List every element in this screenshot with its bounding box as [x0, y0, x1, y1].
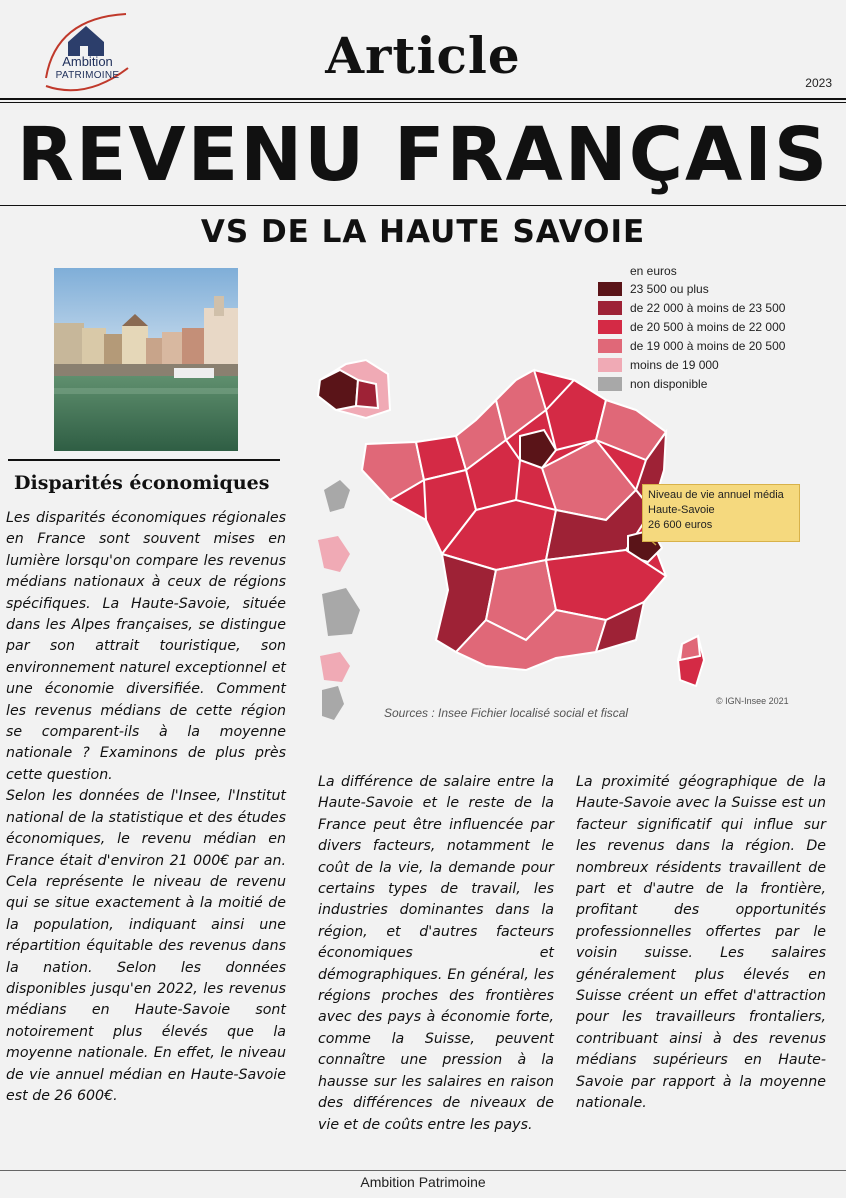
legend-label: de 19 000 à moins de 20 500: [630, 339, 786, 353]
callout-line-3: 26 600 euros: [648, 519, 713, 531]
legend-swatch: [598, 301, 622, 315]
callout-line-2: Haute-Savoie: [648, 504, 715, 516]
inset-mid: [356, 380, 378, 408]
article-column-2: La différence de salaire entre la Haute-Savoie et le reste de la France peut être influencée par divers facteurs, notamment le coût de la vie, la demande pour certains types de travail, les industries dominantes dans la région, et d'autres facteurs économiques et démographiques. En général, les régions proches des frontières avec des pays à économie forte, comme la Suisse, peuvent connaître une pression à la hausse sur les salaires en raison des différences de niveaux de vie et de coûts entre les pays.: [318, 774, 554, 1133]
overseas-reunion: [320, 652, 350, 682]
paragraph-2: Selon les données de l'Insee, l'Institut national de la statistique et des études économiques, le revenu médian en France était d'environ 21 000€ par an. Cela représente le niveau de revenu qui se situe exactement à la moitié de la population, indiquant ainsi une répartition équitable des revenus dans la nation. Selon les données disponibles jusqu'en 2022, les revenus médians en Haute-Savoie sont notoirement plus élevés que la moyenne nationale. En effet, le niveau de vie annuel médian en Haute-Savoie est de 26 600€.: [6, 788, 286, 1104]
overseas-martinique: [318, 536, 350, 572]
legend-label: moins de 19 000: [630, 358, 719, 372]
annecy-canal-photo: [54, 268, 238, 451]
headline-rule: [0, 205, 846, 206]
map-credit: © IGN-Insee 2021: [716, 696, 789, 706]
article-column-1: [6, 508, 286, 1107]
logo-text-patrimoine: PATRIMOINE: [55, 70, 120, 81]
map-sources: Sources : Insee Fichier localisé social et fiscal: [384, 706, 629, 720]
top-rule-thin: [0, 102, 846, 103]
legend-label: 23 500 ou plus: [630, 282, 709, 296]
masthead: Article: [325, 26, 521, 85]
haute-savoie-callout: [642, 484, 800, 542]
top-rule: [0, 98, 846, 100]
legend-label: non disponible: [630, 377, 708, 391]
section-title: Disparités économiques: [14, 472, 270, 494]
legend-item: [598, 300, 785, 316]
legend-item: [598, 319, 785, 335]
legend-item: [598, 281, 709, 297]
logo-text-ambition: Ambition: [62, 54, 113, 69]
overseas-guadeloupe: [324, 480, 350, 512]
footer: Ambition Patrimoine: [360, 1174, 486, 1190]
inset-dark: [318, 370, 358, 410]
overseas-mayotte: [322, 686, 344, 720]
legend-label: de 20 500 à moins de 22 000: [630, 320, 786, 334]
footer-rule: [0, 1170, 846, 1171]
overseas-guyane: [322, 588, 360, 636]
year: 2023: [805, 76, 832, 90]
corsica-north: [680, 636, 700, 660]
legend-label: de 22 000 à moins de 23 500: [630, 301, 786, 315]
article-column-3: La proximité géographique de la Haute-Savoie avec la Suisse est un facteur significatif qui influe sur les revenus dans la région. De nombreux résidents travaillent de part et d'autre de la frontière, profitant des opportunités professionnelles offertes par le voisin suisse. Les salaires généralement plus élevés en Suisse créent un effet d'attraction pour les travailleurs frontaliers, contribuant ainsi à des revenus médians supérieurs en Haute-Savoie par rapport à la moyenne nationale.: [576, 774, 826, 1112]
section-rule: [8, 459, 280, 461]
paragraph-1: Les disparités économiques régionales en France sont souvent mises en lumière lorsqu'on compare les revenus médians nationaux à ceux de régions spécifiques. La Haute-Savoie, située dans les Alpes françaises, se distingue par son attrait touristique, son environnement naturel exceptionnel et une économie diversifiée. Comment les revenus médians de cette région se comparent-ils à la moyenne nationale ? Examinons de plus près cette question.: [6, 510, 286, 783]
legend-swatch: [598, 282, 622, 296]
headline: REVENU FRANÇAIS: [16, 112, 830, 198]
callout-line-1: Niveau de vie annuel média: [648, 489, 784, 501]
legend-swatch: [598, 320, 622, 334]
subheadline: VS DE LA HAUTE SAVOIE: [200, 214, 646, 250]
legend-title: en euros: [630, 264, 677, 278]
